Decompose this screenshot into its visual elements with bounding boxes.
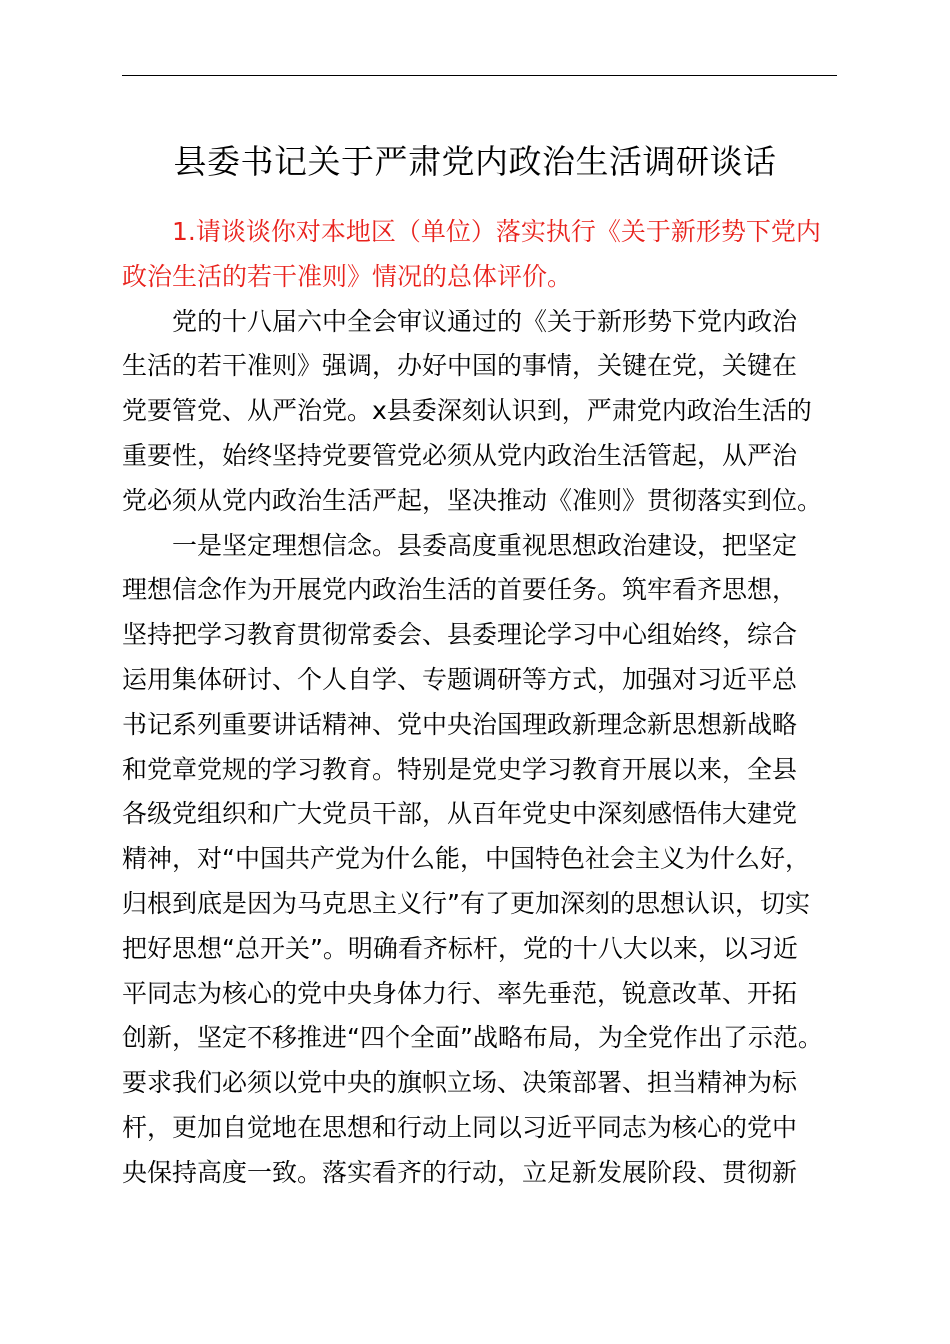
body-line: 党要管党、从严治党。x县委深刻认识到，严肃党内政治生活的 <box>122 396 812 426</box>
body-line: 党的十八届六中全会审议通过的《关于新形势下党内政治 <box>122 306 798 336</box>
body-line: 各级党组织和广大党员干部，从百年党史中深刻感悟伟大建党 <box>122 799 798 829</box>
question-line: 1.请谈谈你对本地区（单位）落实执行《关于新形势下党内 <box>122 217 821 246</box>
document-body <box>122 210 842 1196</box>
body-line: 理想信念作为开展党内政治生活的首要任务。筑牢看齐思想， <box>122 575 798 605</box>
header-rule <box>122 75 837 76</box>
body-line: 平同志为核心的党中央身体力行、率先垂范，锐意改革、开拓 <box>122 978 798 1008</box>
body-line: 党必须从党内政治生活严起，坚决推动《准则》贯彻落实到位。 <box>122 485 823 515</box>
document-title: 县委书记关于严肃党内政治生活调研谈话 <box>173 142 777 181</box>
body-line: 要求我们必须以党中央的旗帜立场、决策部署、担当精神为标 <box>122 1068 798 1098</box>
body-line: 和党章党规的学习教育。特别是党史学习教育开展以来，全县 <box>122 754 798 784</box>
body-line: 创新，坚定不移推进“四个全面”战略布局，为全党作出了示范。 <box>122 1023 823 1053</box>
body-line: 精神，对“中国共产党为什么能，中国特色社会主义为什么好， <box>122 844 810 874</box>
body-line: 杆，更加自觉地在思想和行动上同以习近平同志为核心的党中 <box>122 1112 798 1142</box>
body-line: 把好思想“总开关”。明确看齐标杆，党的十八大以来，以习近 <box>122 933 798 963</box>
body-line: 坚持把学习教育贯彻常委会、县委理论学习中心组始终，综合 <box>122 620 798 650</box>
body-line: 生活的若干准则》强调，办好中国的事情，关键在党，关键在 <box>122 351 798 381</box>
question-line: 政治生活的若干准则》情况的总体评价。 <box>122 261 573 291</box>
body-line: 运用集体研讨、个人自学、专题调研等方式，加强对习近平总 <box>122 664 798 694</box>
body-line: 央保持高度一致。落实看齐的行动，立足新发展阶段、贯彻新 <box>122 1157 798 1187</box>
body-line: 书记系列重要讲话精神、党中央治国理政新理念新思想新战略 <box>122 709 798 739</box>
body-line: 一是坚定理想信念。县委高度重视思想政治建设，把坚定 <box>122 530 798 560</box>
body-line: 归根到底是因为马克思主义行”有了更加深刻的思想认识，切实 <box>122 888 810 918</box>
body-line: 重要性，始终坚持党要管党必须从党内政治生活管起，从严治 <box>122 440 798 470</box>
